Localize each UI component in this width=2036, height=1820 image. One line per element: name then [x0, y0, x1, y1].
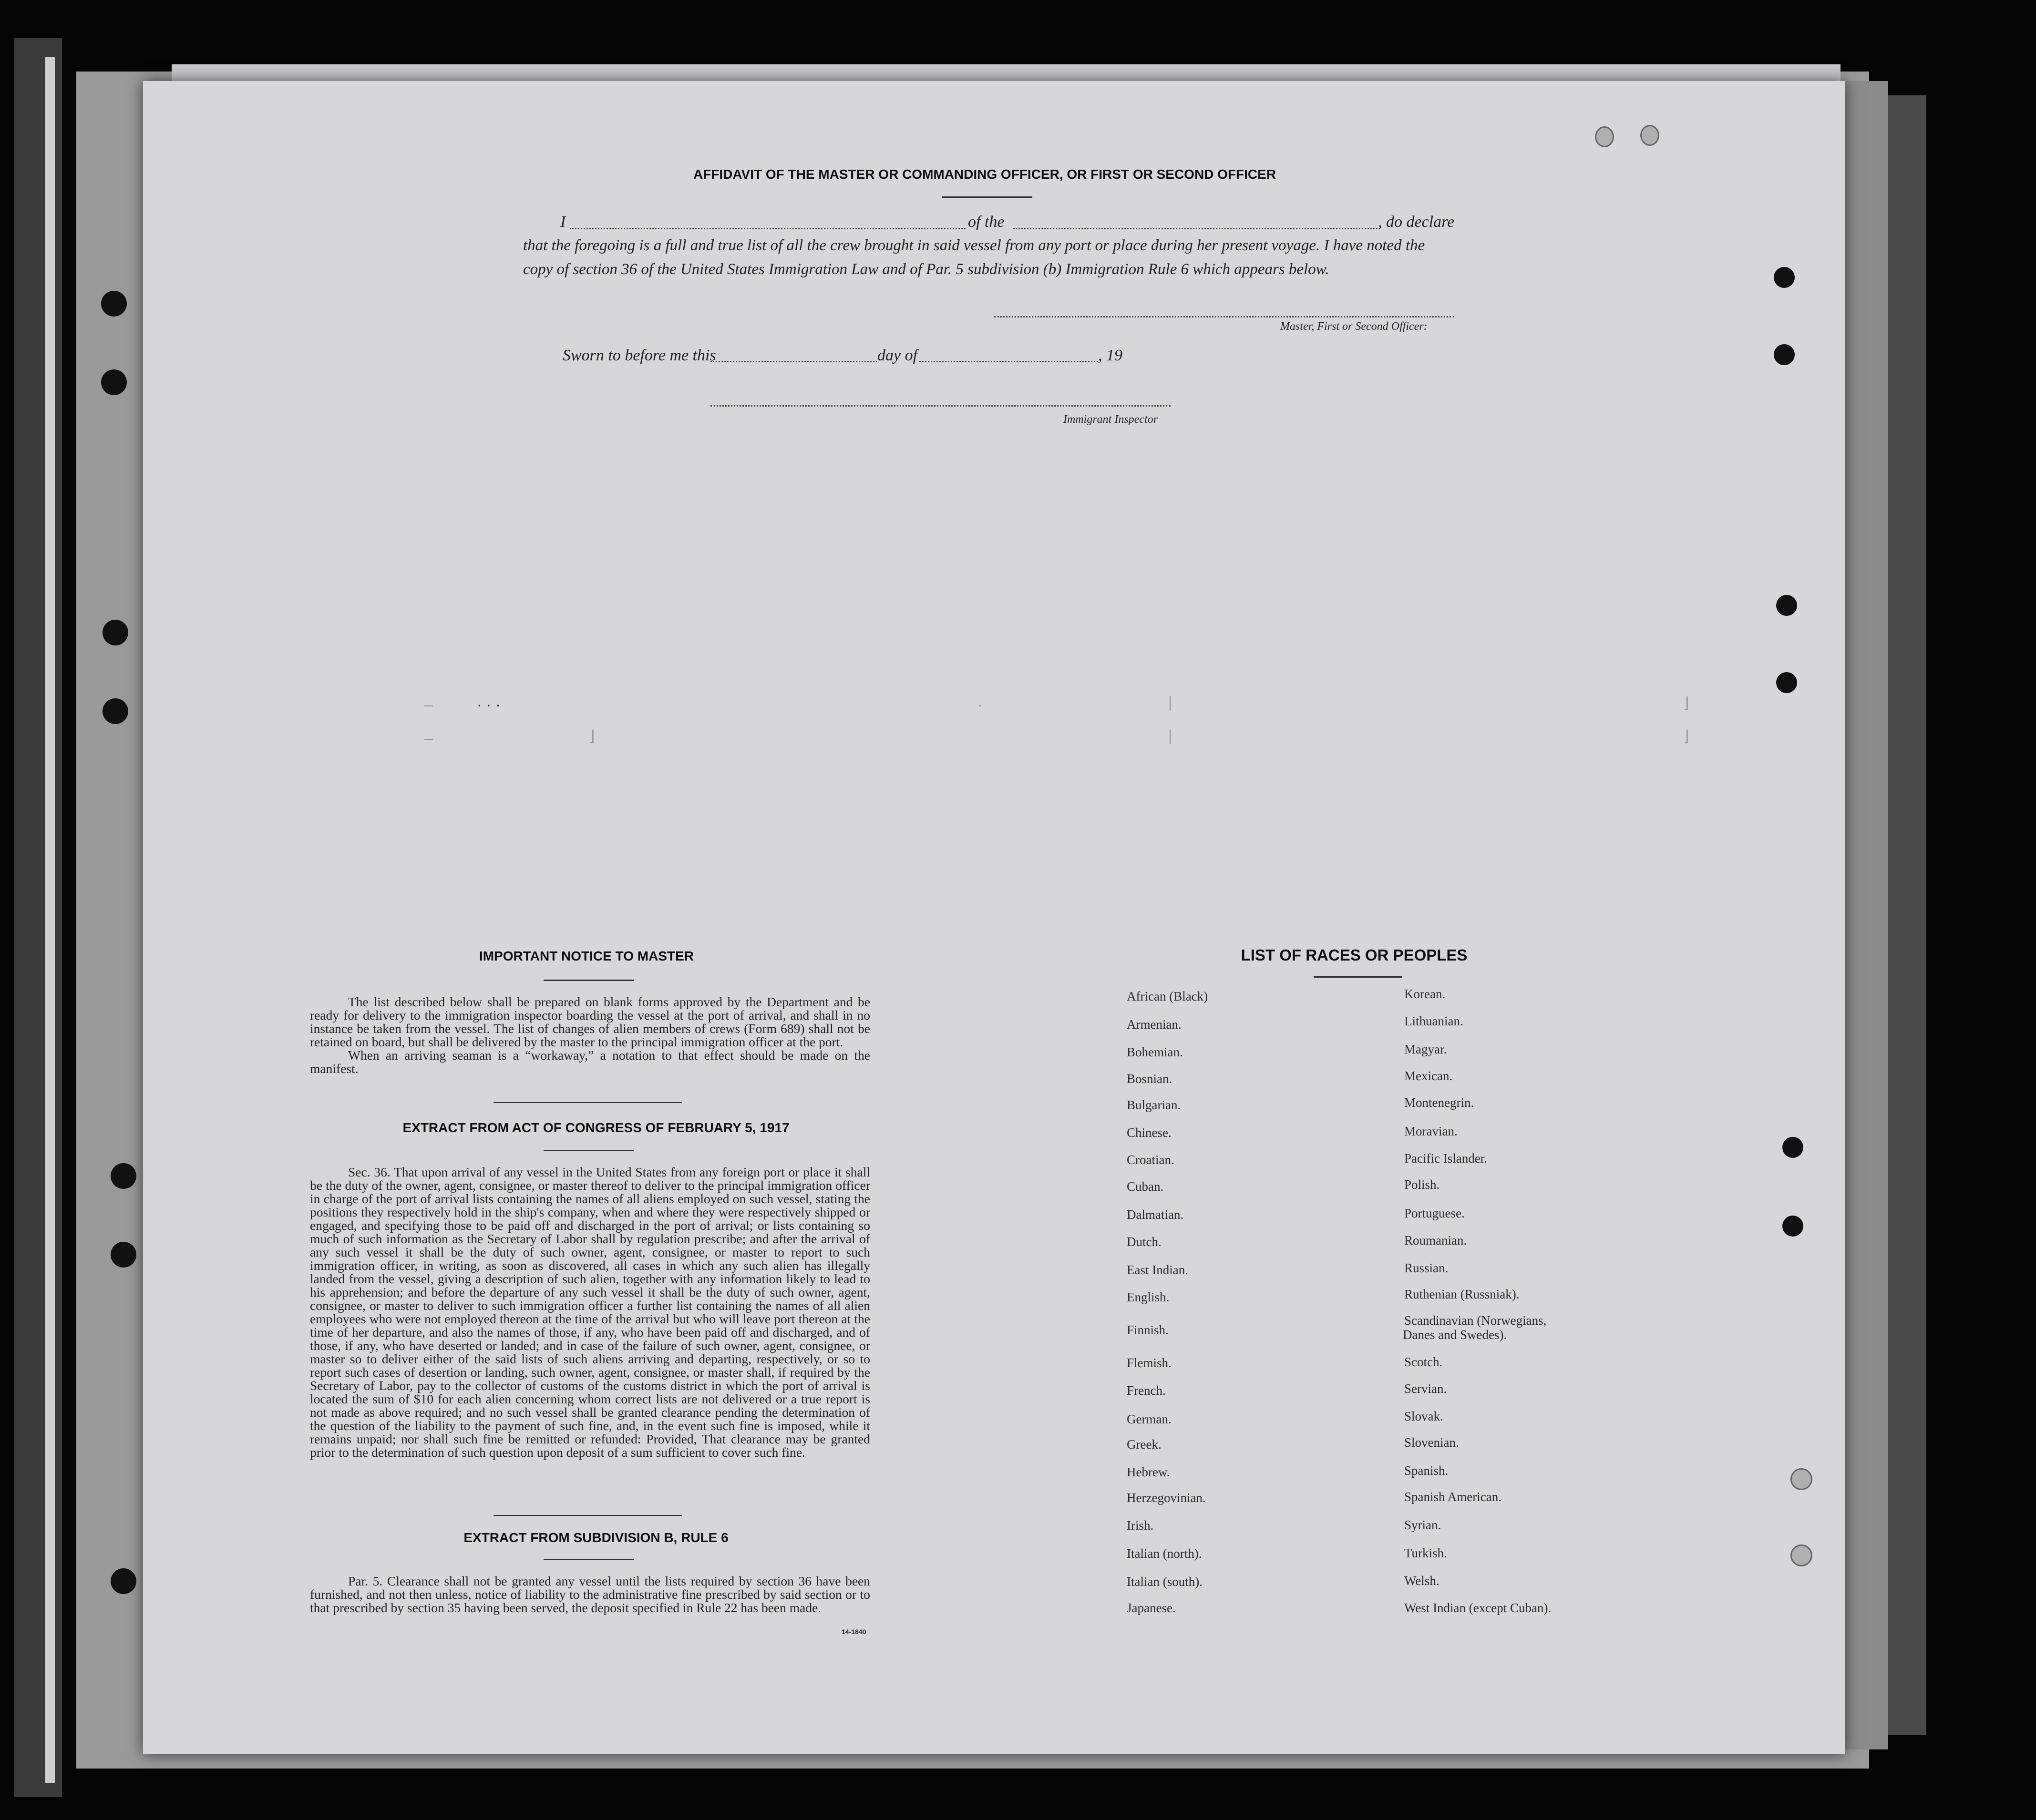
race-item: Croatian.	[1127, 1153, 1174, 1167]
affidavit-of-the: of the	[968, 213, 1005, 231]
act-section-36-text: Sec. 36. That upon arrival of any vessel in the United States from any foreign port or place it shall be the duty of the owner, agent, consignee, or master thereof to deliver to the principal immigration officer in charge of the port of arrival lists containing the names of all aliens employed on such vessel, stating the positions they respectively hold in the ship's company, when and where they were respectively shipped or engaged, and specifying those to be paid off and discharged in the port of arrival; or lists containing so much of such information as the Secretary of Labor shall by regulation prescribe; and after the arrival of any such vessel it shall be the duty of such owner, agent, consignee, or master to report to such immigration officer, in writing, as soon as discovered, all cases in which any such alien has illegally landed from the vessel, giving a description of such alien, together with any information likely to lead to his apprehension; and before the departure of any such vessel it shall be the duty of such owner, agent, consignee, or master to deliver to such immigration officer a further list containing the names of all alien employees who were not employed thereon at the time of the arrival but who will leave port thereon at the time of her departure, and also the names of those, if any, who have been paid off and discharged, and of those, if any, who have deserted or landed; and in case of the failure of such owner, agent, consignee, or master so to deliver either of the said lists of such aliens arriving and departing, respectively, or so to report such cases of desertion or landing, such owner, agent, consignee, or master shall, if required by the Secretary of Labor, pay to the collector of customs of the customs district in which the port of arrival is located the sum of $10 for each alien concerning whom correct lists are not delivered or a true report is not made as above required; and no such vessel shall be granted clearance pending the determination of the question of the liability to the payment of such fine, and, in the event such fine is imposed, while it remains unpaid; nor shall such fine be remitted or refunded: Provided, That clearance may be granted prior to the determination of such question upon deposit of a sum sufficient to cover such fine.	[310, 1165, 870, 1460]
punch-hole	[1595, 126, 1614, 147]
bleed-mark: |	[1168, 694, 1172, 711]
race-item: Bohemian.	[1127, 1045, 1183, 1059]
bleed-mark: |	[1168, 727, 1172, 744]
sworn-month-blank[interactable]	[919, 361, 1098, 362]
sworn-day-of: day of	[877, 347, 918, 364]
act-body	[310, 1166, 870, 1459]
punch-hole	[1776, 672, 1797, 693]
race-item: West Indian (except Cuban).	[1404, 1601, 1552, 1615]
name-blank[interactable]	[570, 228, 966, 229]
race-item: Moravian.	[1404, 1124, 1458, 1138]
notice-paragraph-2: When an arriving seaman is a “workaway,” a notation to that effect should be made on the manifest.	[310, 1048, 870, 1076]
race-item: Bosnian.	[1127, 1072, 1172, 1086]
affidavit-declare: , do declare	[1378, 213, 1455, 231]
section-rule	[1314, 976, 1402, 978]
race-item: Spanish American.	[1404, 1490, 1501, 1504]
punch-hole	[1774, 267, 1795, 288]
race-item: Servian.	[1404, 1381, 1447, 1396]
section-rule	[544, 1559, 634, 1560]
race-item: Russian.	[1404, 1261, 1449, 1275]
race-item: Hebrew.	[1127, 1465, 1170, 1479]
affidavit-line-2: that the foregoing is a full and true list of all the crew brought in said vessel from any port or place during her present voyage. I have noted the	[523, 237, 1425, 254]
race-item: Pacific Islander.	[1404, 1151, 1487, 1166]
rule-title: EXTRACT FROM SUBDIVISION B, RULE 6	[463, 1530, 729, 1545]
race-item: Mexican.	[1404, 1069, 1453, 1083]
rule-par-5-text: Par. 5. Clearance shall not be granted any vessel until the lists required by section 36 have been furnished, and not then unless, notice of liability to the administrative fine prescribed by said section or to that prescribed by section 35 having been served, the deposit specified in Rule 22 has been made.	[310, 1574, 870, 1615]
inspector-label: Immigrant Inspector	[1063, 413, 1158, 426]
race-item: Polish.	[1404, 1177, 1440, 1192]
races-title: LIST OF RACES OR PEOPLES	[1241, 946, 1468, 964]
section-rule	[544, 980, 634, 981]
punch-hole	[101, 369, 127, 395]
race-item: Scandinavian (Norwegians,	[1404, 1313, 1547, 1328]
punch-hole	[103, 698, 128, 724]
affidavit-i: I	[560, 213, 566, 231]
race-item: Magyar.	[1404, 1042, 1447, 1056]
punch-hole	[1776, 595, 1797, 616]
section-rule	[494, 1515, 682, 1516]
sworn-year: , 19	[1098, 347, 1122, 364]
race-item: Italian (south).	[1127, 1575, 1203, 1589]
act-title: EXTRACT FROM ACT OF CONGRESS OF FEBRUARY 5, 1917	[402, 1120, 790, 1135]
bleed-mark: ⌋	[1683, 694, 1689, 711]
bleed-mark: ⌋	[1683, 727, 1689, 745]
race-item: East Indian.	[1127, 1263, 1188, 1277]
vessel-blank[interactable]	[1013, 228, 1380, 229]
page-top-edge	[172, 64, 1841, 83]
punch-hole	[101, 291, 127, 317]
punch-hole	[111, 1568, 136, 1594]
race-item: Herzegovinian.	[1127, 1491, 1206, 1505]
form-page	[143, 81, 1845, 1754]
race-item: Ruthenian (Russniak).	[1404, 1287, 1520, 1301]
signature-label: Master, First or Second Officer:	[1280, 320, 1428, 333]
punch-hole	[111, 1242, 136, 1268]
race-item: Spanish.	[1404, 1463, 1449, 1478]
bleed-mark: ⌋	[589, 727, 595, 745]
race-item: Finnish.	[1127, 1323, 1169, 1337]
affidavit-line-3: copy of section 36 of the United States Immigration Law and of Par. 5 subdivision (b) Immigration Rule 6 which appears below.	[523, 261, 1329, 278]
punch-hole	[1790, 1544, 1812, 1566]
bleed-mark: –	[424, 729, 433, 746]
race-item: Korean.	[1404, 987, 1446, 1001]
bleed-mark: · · ·	[477, 696, 501, 713]
punch-hole	[103, 620, 128, 645]
notice-title: IMPORTANT NOTICE TO MASTER	[479, 949, 694, 963]
inspector-signature-blank[interactable]	[710, 405, 1171, 407]
race-item: Irish.	[1127, 1518, 1154, 1533]
punch-hole	[1782, 1216, 1803, 1237]
race-item: English.	[1127, 1290, 1170, 1304]
race-item: Chinese.	[1127, 1125, 1172, 1140]
race-item: Lithuanian.	[1404, 1014, 1463, 1028]
bleed-mark: ·	[977, 696, 983, 713]
section-rule	[494, 1102, 682, 1103]
affidavit-title: AFFIDAVIT OF THE MASTER OR COMMANDING OFFICER, OR FIRST OR SECOND OFFICER	[693, 167, 1276, 182]
punch-hole	[1790, 1468, 1812, 1490]
race-item: Turkish.	[1404, 1546, 1447, 1560]
binder-strip	[45, 57, 55, 1783]
sworn-prefix: Sworn to before me this	[563, 347, 716, 364]
race-item: German.	[1127, 1412, 1172, 1426]
signature-blank[interactable]	[994, 316, 1454, 317]
race-item: Armenian.	[1127, 1017, 1182, 1032]
race-item: Japanese.	[1127, 1601, 1176, 1615]
race-item-continuation: Danes and Swedes).	[1403, 1328, 1507, 1342]
bleed-mark: –	[424, 696, 433, 713]
section-rule	[544, 1150, 634, 1151]
race-item: Slovak.	[1404, 1409, 1443, 1423]
race-item: Italian (north).	[1127, 1546, 1202, 1561]
rule-body	[310, 1575, 870, 1615]
race-item: Greek.	[1127, 1437, 1162, 1452]
punch-hole	[1640, 125, 1659, 146]
punch-hole	[111, 1163, 136, 1189]
race-item: Slovenian.	[1404, 1435, 1459, 1450]
sworn-day-blank[interactable]	[710, 361, 877, 362]
notice-body	[310, 995, 870, 1075]
race-item: Montenegrin.	[1404, 1095, 1474, 1110]
punch-hole	[1774, 344, 1795, 365]
race-item: Bulgarian.	[1127, 1098, 1181, 1112]
punch-hole	[1782, 1137, 1803, 1158]
race-item: Syrian.	[1404, 1518, 1441, 1532]
race-item: African (Black)	[1127, 989, 1208, 1003]
race-item: Dalmatian.	[1127, 1207, 1184, 1222]
race-item: Portuguese.	[1404, 1206, 1465, 1220]
form-number: 14-1840	[842, 1628, 866, 1636]
binder-spine	[14, 38, 62, 1797]
title-rule	[942, 196, 1032, 198]
race-item: Welsh.	[1404, 1574, 1440, 1588]
notice-paragraph-1: The list described below shall be prepared on blank forms approved by the Department and be ready for delivery to the immigration inspector boarding the vessel at the port of arrival, and shall in no instance be taken from the vessel. The list of changes of alien members of crews (Form 689) shall not be retained on board, but shall be delivered by the master to the principal immigration officer at the port.	[310, 994, 870, 1049]
race-item: Roumanian.	[1404, 1233, 1467, 1247]
race-item: Scotch.	[1404, 1355, 1443, 1369]
race-item: French.	[1127, 1383, 1166, 1398]
race-item: Cuban.	[1127, 1179, 1164, 1194]
race-item: Dutch.	[1127, 1235, 1162, 1249]
race-item: Flemish.	[1127, 1356, 1172, 1370]
